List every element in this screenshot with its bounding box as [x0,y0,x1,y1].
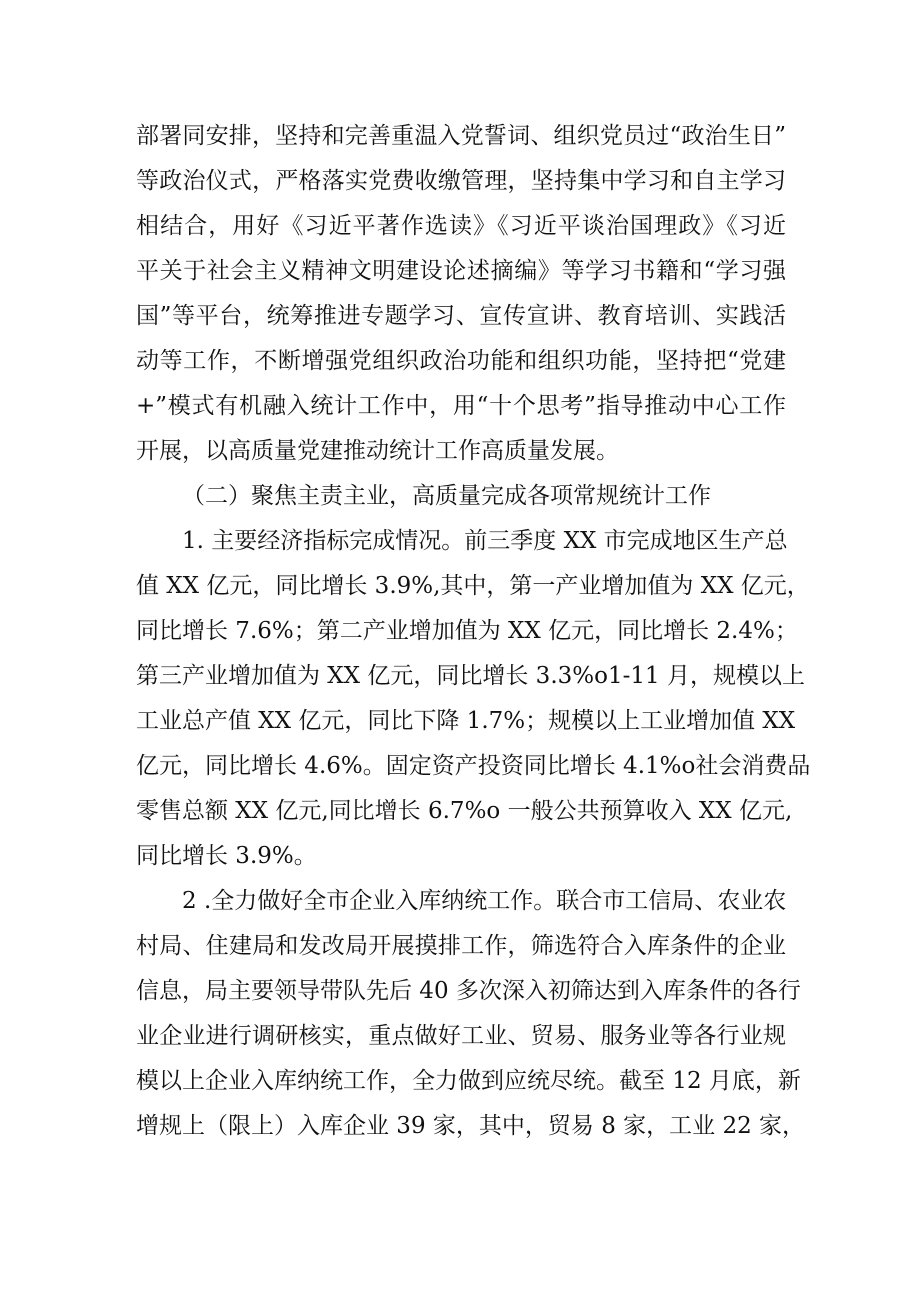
text-line: 同比增长 7.6%；第二产业增加值为 XX 亿元，同比增长 2.4%； [136,618,798,644]
text-line: 村局、住建局和发改局开展摸排工作，筛选符合入库条件的企业 [136,933,786,959]
text-line: 动等工作，不断增强党组织政治功能和组织功能，坚持把“党建 [136,348,786,374]
text-line: 业企业进行调研核实，重点做好工业、贸易、服务业等各行业规 [136,1023,786,1049]
text-line: 2 .全力做好全市企业入库纳统工作。联合市工信局、农业农 [182,888,787,914]
text-line: 相结合，用好《习近平著作选读》《习近平谈治国理政》《习近 [136,213,786,239]
text-line: 第三产业增加值为 XX 亿元，同比增长 3.3%o1-11 月，规模以上 [136,663,805,689]
text-line: 模以上企业入库纳统工作，全力做到应统尽统。截至 12 月底，新 [136,1068,801,1094]
section-heading: （二）聚焦主责主业，高质量完成各项常规统计工作 [182,483,711,509]
text-line: 信息，局主要领导带队先后 40 多次深入初筛达到入库条件的各行 [136,978,801,1004]
text-line: 等政治仪式，严格落实党费收缴管理，坚持集中学习和自主学习 [136,168,786,194]
text-line: 亿元，同比增长 4.6%。固定资产投资同比增长 4.1%o社会消费品 [136,753,811,779]
text-line: 工业总产值 XX 亿元，同比下降 1.7%；规模以上工业增加值 XX [136,708,796,734]
text-line: 开展，以高质量党建推动统计工作高质量发展。 [136,438,619,464]
text-line: 同比增长 3.9%。 [136,843,317,869]
text-line: 增规上（限上）入库企业 39 家，其中，贸易 8 家，工业 22 家， [136,1113,806,1139]
text-line: 平关于社会主义精神文明建设论述摘编》等学习书籍和“学习强 [136,258,786,284]
text-line: 国”等平台，统筹推进专题学习、宣传宣讲、教育培训、实践活 [136,303,786,329]
text-line: 值 XX 亿元，同比增长 3.9%,其中，第一产业增加值为 XX 亿元， [136,573,810,599]
text-line: +”模式有机融入统计工作中，用“十个思考”指导推动中心工作 [136,393,786,419]
text-line: 1. 主要经济指标完成情况。前三季度 XX 市完成地区生产总 [182,528,788,554]
text-line: 部署同安排，坚持和完善重温入党誓词、组织党员过“政治生日” [136,123,786,149]
text-line: 零售总额 XX 亿元,同比增长 6.7%o 一般公共预算收入 XX 亿元, [136,798,793,824]
